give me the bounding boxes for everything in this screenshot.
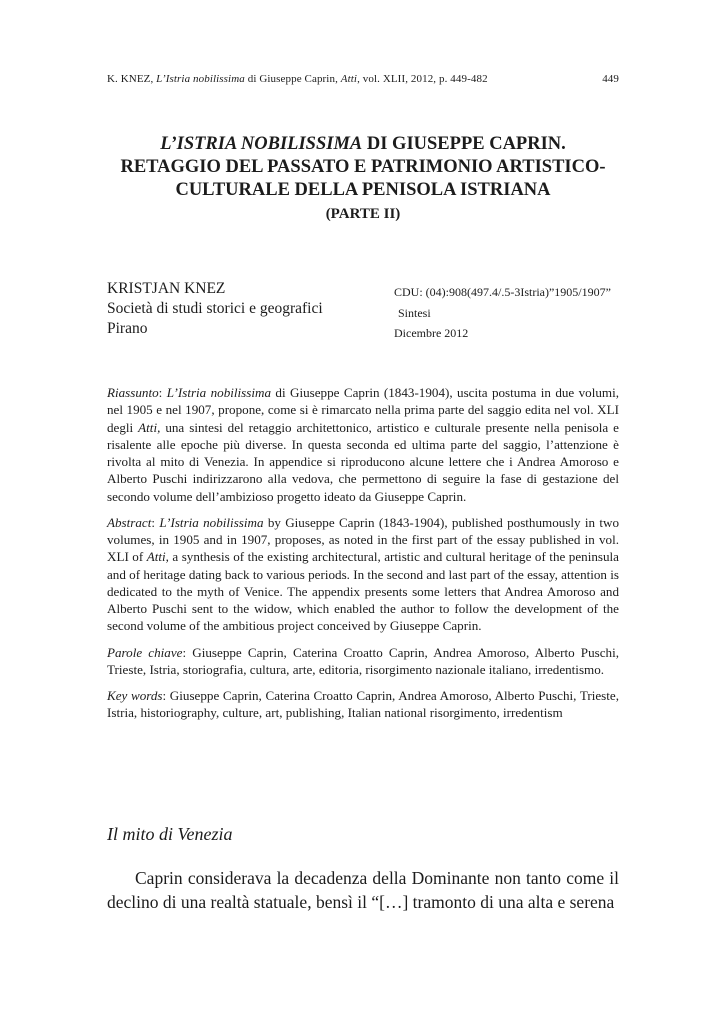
parole-chiave-paragraph: Parole chiave: Giuseppe Caprin, Caterina Croatto Caprin, Andrea Amoroso, Alberto Puschi, Trieste, Istria, storiografia, cultura, arte, editoria, risorgimento nazionale italiano, irredentismo. xyxy=(107,644,619,677)
author-affiliation: Società di studi storici e geografici xyxy=(107,300,323,317)
article-title: L’ISTRIA NOBILISSIMA DI GIUSEPPE CAPRIN. RETAGGIO DEL PASSATO E PATRIMONIO ARTISTICO- CULTURALE DELLA PENISOLA ISTRIANA (PARTE II) xyxy=(107,133,619,226)
author-block xyxy=(107,279,323,339)
article-part: (PARTE II) xyxy=(325,206,401,222)
running-head xyxy=(107,73,619,85)
body-paragraph: Caprin considerava la decadenza della Dominante non tanto come il declino di una realtà statuale, bensì il “[…] tramonto di una alta e serena xyxy=(107,868,619,912)
page-number: 449 xyxy=(602,73,619,85)
section-heading: Il mito di Venezia xyxy=(107,824,233,844)
key-words-paragraph: Key words: Giuseppe Caprin, Caterina Croatto Caprin, Andrea Amoroso, Alberto Puschi, Trieste, Istria, historiography, culture, art, publishing, Italian national risorgimento, irredentism xyxy=(107,688,619,721)
cdu-code: CDU: (04):908(497.4/.5-3Istria)”1905/1907” xyxy=(394,285,611,299)
article-type: Sintesi xyxy=(398,305,431,320)
riassunto-paragraph: Riassunto: L’Istria nobilissima di Giuseppe Caprin (1843-1904), uscita postuma in due volumi, nel 1905 e nel 1907, propone, come si è rimarcato nella prima parte del saggio edita nel vol. XLI degli Atti, una sintesi del retaggio architettonico, artistico e culturale presente nella penisola e risalente alle epoche più diverse. In questa seconda ed ultima parte del saggio, l’attenzione è rivolta al mito di Venezia. In appendice si riproducono alcune lettere che i Andrea Amoroso e Alberto Puschi indirizzarono alla vedova, che permettono di seguire la fase di gestazione del secondo volume dell’ambizioso progetto ideato da Giuseppe Caprin. xyxy=(107,385,619,504)
abstracts xyxy=(107,384,619,731)
running-head-citation: K. KNEZ, L’Istria nobilissima di Giuseppe Caprin, Atti, vol. XLII, 2012, p. 449-482 xyxy=(107,73,488,85)
abstract-paragraph: Abstract: L’Istria nobilissima by Giuseppe Caprin (1843-1904), published posthumously in two volumes, in 1905 and in 1907, proposes, as noted in the first part of the essay published in vol. XLI of Atti, a synthesis of the existing architectural, artistic and cultural heritage of the peninsula and of heritage dating back to various periods. In the second and last part of the essay, attention is dedicated to the myth of Venice. The appendix presents some letters that Andrea Amoroso and Alberto Puschi sent to the widow, which enabled the author to follow the development of the second volume of the ambitious project conceived by Giuseppe Caprin. xyxy=(107,514,619,634)
author-name: KRISTJAN KNEZ xyxy=(107,280,226,297)
classification-block xyxy=(394,282,611,344)
author-city: Pirano xyxy=(107,320,148,337)
article-date: Dicembre 2012 xyxy=(394,326,469,340)
